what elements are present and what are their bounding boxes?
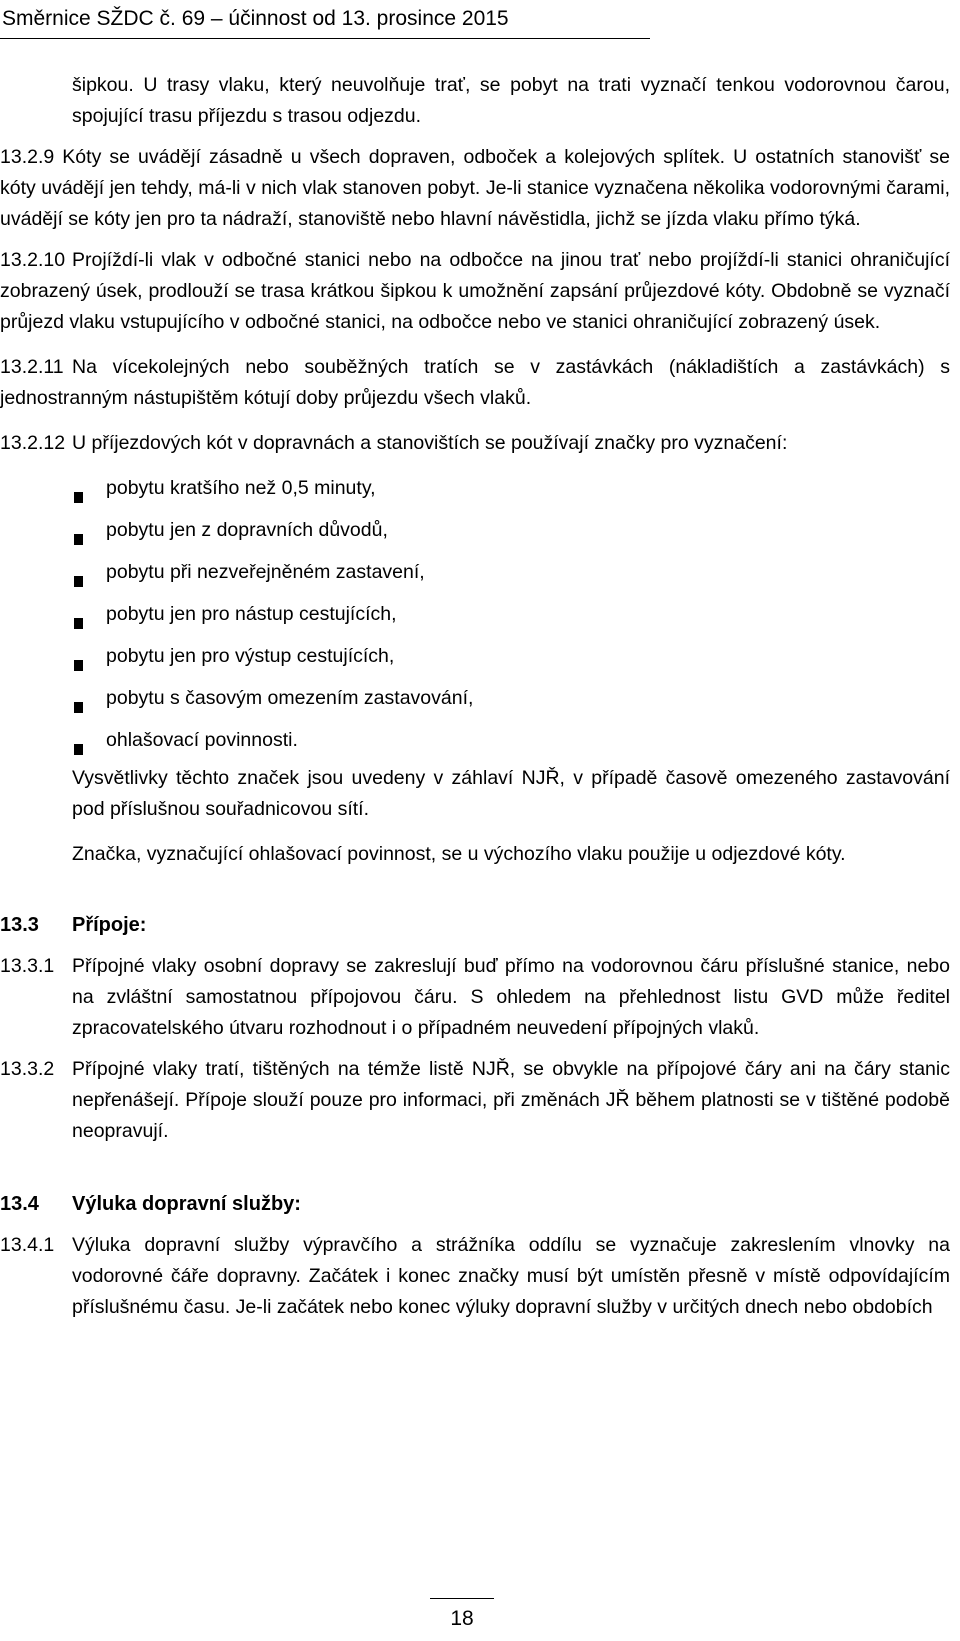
section-text: Výluka dopravní služby výpravčího a strážníka oddílu se vyznačuje zakreslením vlnovky na vodorovné čáře dopravny. Začátek i konec značky musí být umístěn přesně v místě odpovídajícím příslušnému času. Je-li začátek nebo konec výluky dopravní služby v určitých dnech nebo obdobích (72, 1234, 950, 1318)
square-bullet-icon (74, 524, 83, 535)
heading-title: Přípoje: (72, 914, 147, 936)
heading-13-3 (0, 910, 950, 941)
list-item: ohlašovací povinnosti. (72, 725, 950, 756)
list-item: pobytu s časovým omezením zastavování, (72, 683, 950, 714)
section-text: U příjezdových kót v dopravnách a stanovištích se používají značky pro vyznačení: (72, 432, 788, 454)
announcement-paragraph: Značka, vyznačující ohlašovací povinnost, se u výchozího vlaku použije u odjezdové kóty. (72, 843, 846, 865)
section-13-4-1 (0, 1230, 950, 1323)
section-13-2-12 (0, 428, 950, 459)
section-number: 13.2.10 (0, 249, 66, 271)
square-bullet-icon (74, 734, 83, 745)
section-number: 13.4.1 (0, 1234, 55, 1256)
section-text: Přípojné vlaky osobní dopravy se zakreslují buď přímo na vodorovnou čáru příslušné stanice, nebo na zvláštní samostatnou přípojovou čáru. S ohledem na přehlednost listu GVD může ředitel zpracovatelského útvaru rozhodnout i o případném neuvedení přípojných vlaků. (72, 955, 950, 1039)
page-number: 18 (450, 1607, 474, 1630)
section-number: 13.2.9 (0, 146, 55, 168)
section-text: Projíždí-li vlak v odbočné stanici nebo na odbočce na jinou trať nebo projíždí-li stanici ohraničující zobrazený úsek, prodlouží se trasa krátkou šipkou k umožnění zapsání průjezdové kóty. Obdobně se vyznačí průjezd vlaku vstupujícího v odbočné stanici, na odbočce nebo ve stanici ohraničující zobrazený úsek. (0, 249, 950, 333)
section-text: Přípojné vlaky tratí, tištěných na témže listě NJŘ, se obvykle na přípojové čáry ani na čáry stanic nepřenášejí. Přípoje slouží pouze pro informaci, při změnách JŘ během platnosti se v tištěné podobě neopravují. (72, 1058, 950, 1142)
section-number: 13.3.2 (0, 1058, 55, 1080)
list-item: pobytu jen z dopravních důvodů, (72, 515, 950, 546)
explanation-paragraph: Vysvětlivky těchto značek jsou uvedeny v záhlaví NJŘ, v případě časově omezeného zastavování pod příslušnou souřadnicovou sítí. (72, 767, 950, 820)
section-13-3-1 (0, 951, 950, 1044)
intro-paragraph: šipkou. U trasy vlaku, který neuvolňuje trať, se pobyt na trati vyznačí tenkou vodorovnou čarou, spojující trasu příjezdu s trasou odjezdu. (72, 74, 950, 127)
list-item: pobytu jen pro výstup cestujících, (72, 641, 950, 672)
list-item: pobytu jen pro nástup cestujících, (72, 599, 950, 630)
square-bullet-icon (74, 650, 83, 661)
heading-13-4 (0, 1189, 950, 1220)
square-bullet-icon (74, 482, 83, 493)
header-rule (0, 38, 650, 39)
square-bullet-icon (74, 692, 83, 703)
list-item: pobytu kratšího než 0,5 minuty, (72, 473, 950, 504)
document-header: Směrnice SŽDC č. 69 – účinnost od 13. prosince 2015 (2, 7, 509, 30)
section-13-2-9 (0, 142, 950, 235)
heading-title: Výluka dopravní služby: (72, 1193, 301, 1215)
section-number: 13.2.12 (0, 432, 66, 454)
section-number: 13.2.11 (0, 356, 64, 378)
section-13-2-11 (0, 352, 950, 414)
square-bullet-icon (74, 608, 83, 619)
section-text: Na vícekolejných nebo souběžných tratích se v zastávkách (nákladištích a zastávkách) s jednostranným nástupištěm kótují doby průjezdu všech vlaků. (0, 356, 950, 409)
footer-rule (430, 1598, 494, 1599)
section-number: 13.3.1 (0, 955, 55, 977)
heading-number: 13.4 (0, 1193, 39, 1215)
list-item: pobytu při nezveřejněném zastavení, (72, 557, 950, 588)
square-bullet-icon (74, 566, 83, 577)
section-13-3-2 (0, 1054, 950, 1147)
heading-number: 13.3 (0, 914, 39, 936)
section-13-2-10 (0, 245, 950, 338)
marker-list (72, 473, 950, 756)
page-content (0, 70, 950, 1323)
section-text: Kóty se uvádějí zásadně u všech dopraven, odboček a kolejových splítek. U ostatních stanovišť se kóty uvádějí jen tehdy, má-li v nich vlak stanoven pobyt. Je-li stanice vyznačena několika vodorovnými čarami, uvádějí se kóty jen pro ta nádraží, stanoviště nebo hlavní návěstidla, jichž se jízda vlaku přímo týká. (0, 146, 950, 230)
